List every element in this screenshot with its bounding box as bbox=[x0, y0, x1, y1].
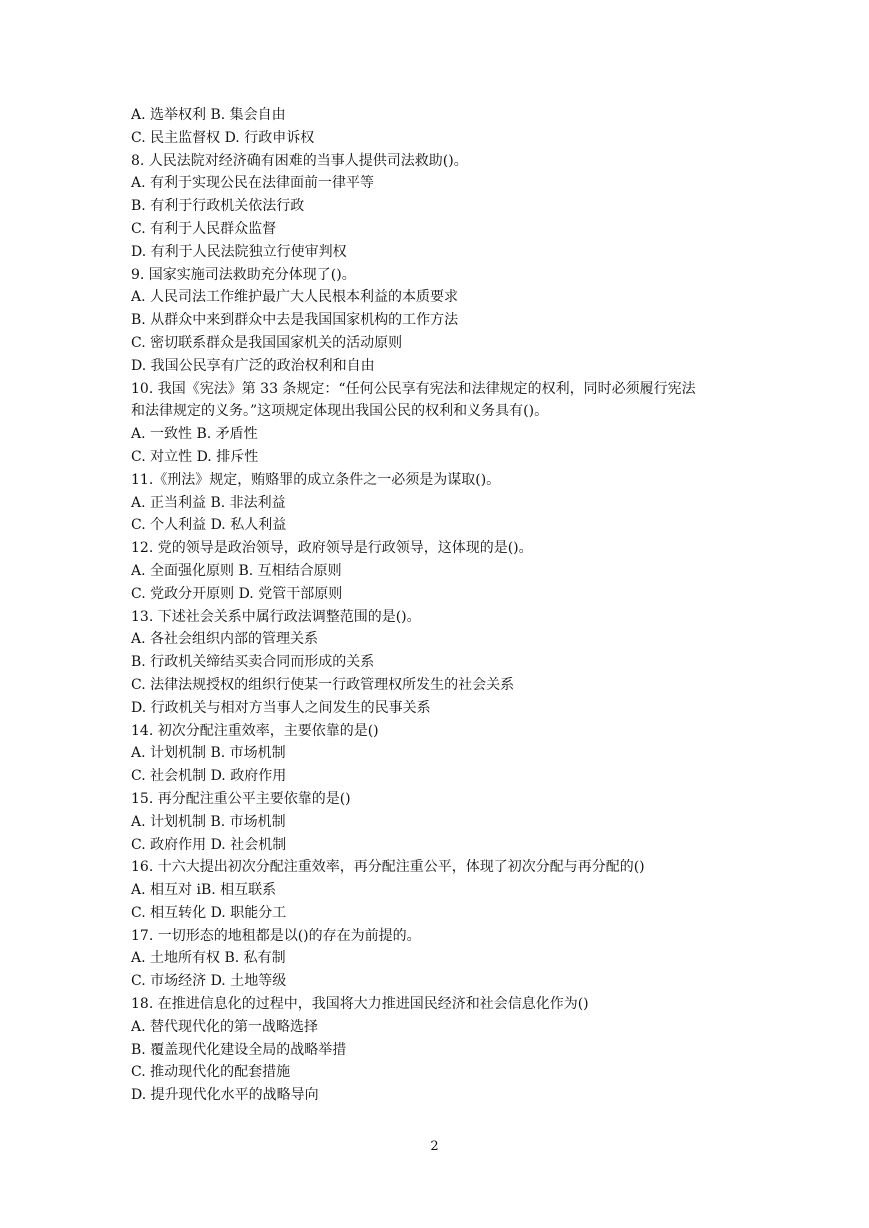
option-line: C. 市场经济 D. 土地等级 bbox=[131, 973, 287, 990]
text-line: C. 民主监督权 D. 行政申诉权 bbox=[131, 129, 315, 146]
option-line: C. 个人利益 D. 私人利益 bbox=[131, 517, 287, 534]
option-line: C. 有利于人民群众监督 bbox=[131, 220, 277, 237]
question-line: 18. 在推进信息化的过程中，我国将大力推进国民经济和社会信息化作为() bbox=[131, 996, 589, 1013]
option-line: C. 社会机制 D. 政府作用 bbox=[131, 768, 287, 785]
option-line: C. 法律法规授权的组织行使某一行政管理权所发生的社会关系 bbox=[131, 676, 515, 693]
option-line: D. 行政机关与相对方当事人之间发生的民事关系 bbox=[131, 699, 431, 716]
question-line: 9. 国家实施司法救助充分体现了()。 bbox=[131, 266, 356, 283]
option-line: A. 土地所有权 B. 私有制 bbox=[131, 950, 286, 967]
option-line: A. 人民司法工作维护最广大人民根本利益的本质要求 bbox=[131, 289, 459, 306]
option-line: C. 政府作用 D. 社会机制 bbox=[131, 836, 287, 853]
page-number: 2 bbox=[430, 1139, 439, 1154]
question-line-continued: 和法律规定的义务。”这项规定体现出我国公民的权利和义务具有()。 bbox=[131, 403, 549, 420]
option-line: D. 有利于人民法院独立行使审判权 bbox=[131, 243, 347, 260]
option-line: A. 相互对 iB. 相互联系 bbox=[131, 882, 277, 899]
text-line: A. 选举权利 B. 集会自由 bbox=[131, 107, 286, 123]
option-line: A. 计划机制 B. 市场机制 bbox=[131, 745, 286, 762]
question-line: 16. 十六大提出初次分配注重效率，再分配注重公平，体现了初次分配与再分配的() bbox=[131, 859, 645, 876]
option-line: A. 各社会组织内部的管理关系 bbox=[131, 631, 319, 648]
option-line: A. 有利于实现公民在法律面前一律平等 bbox=[131, 175, 375, 192]
option-line: B. 行政机关缔结买卖合同而形成的关系 bbox=[131, 654, 375, 671]
option-line: A. 一致性 B. 矛盾性 bbox=[131, 426, 258, 443]
option-line: C. 推动现代化的配套措施 bbox=[131, 1064, 291, 1081]
question-line: 10. 我国《宪法》第 33 条规定：“任何公民享有宪法和法律规定的权利，同时必须履行宪法 bbox=[131, 380, 696, 397]
question-line: 13. 下述社会关系中属行政法调整范围的是()。 bbox=[131, 608, 421, 625]
option-line: A. 正当利益 B. 非法利益 bbox=[131, 494, 286, 511]
question-line: 11.《刑法》规定，贿赂罪的成立条件之一必须是为谋取()。 bbox=[131, 471, 501, 488]
question-line: 14. 初次分配注重效率，主要依靠的是() bbox=[131, 722, 379, 739]
option-line: A. 计划机制 B. 市场机制 bbox=[131, 813, 286, 830]
option-line: D. 提升现代化水平的战略导向 bbox=[131, 1087, 319, 1104]
option-line: D. 我国公民享有广泛的政治权利和自由 bbox=[131, 357, 375, 374]
option-line: C. 相互转化 D. 职能分工 bbox=[131, 904, 287, 921]
option-line: C. 党政分开原则 D. 党管干部原则 bbox=[131, 585, 343, 602]
page-content bbox=[131, 104, 771, 1107]
question-line: 12. 党的领导是政治领导，政府领导是行政领导，这体现的是()。 bbox=[131, 540, 533, 557]
question-line: 17. 一切形态的地租都是以()的存在为前提的。 bbox=[131, 927, 421, 944]
option-line: B. 有利于行政机关依法行政 bbox=[131, 198, 305, 215]
option-line: C. 密切联系群众是我国国家机关的活动原则 bbox=[131, 334, 403, 351]
question-line: 8. 人民法院对经济确有困难的当事人提供司法救助()。 bbox=[131, 152, 468, 169]
option-line: A. 替代现代化的第一战略选择 bbox=[131, 1018, 319, 1035]
question-line: 15. 再分配注重公平主要依靠的是() bbox=[131, 790, 351, 807]
option-line: B. 从群众中来到群众中去是我国国家机构的工作方法 bbox=[131, 312, 459, 329]
option-line: C. 对立性 D. 排斥性 bbox=[131, 448, 259, 465]
option-line: A. 全面强化原则 B. 互相结合原则 bbox=[131, 562, 342, 579]
option-line: B. 覆盖现代化建设全局的战略举措 bbox=[131, 1041, 347, 1058]
